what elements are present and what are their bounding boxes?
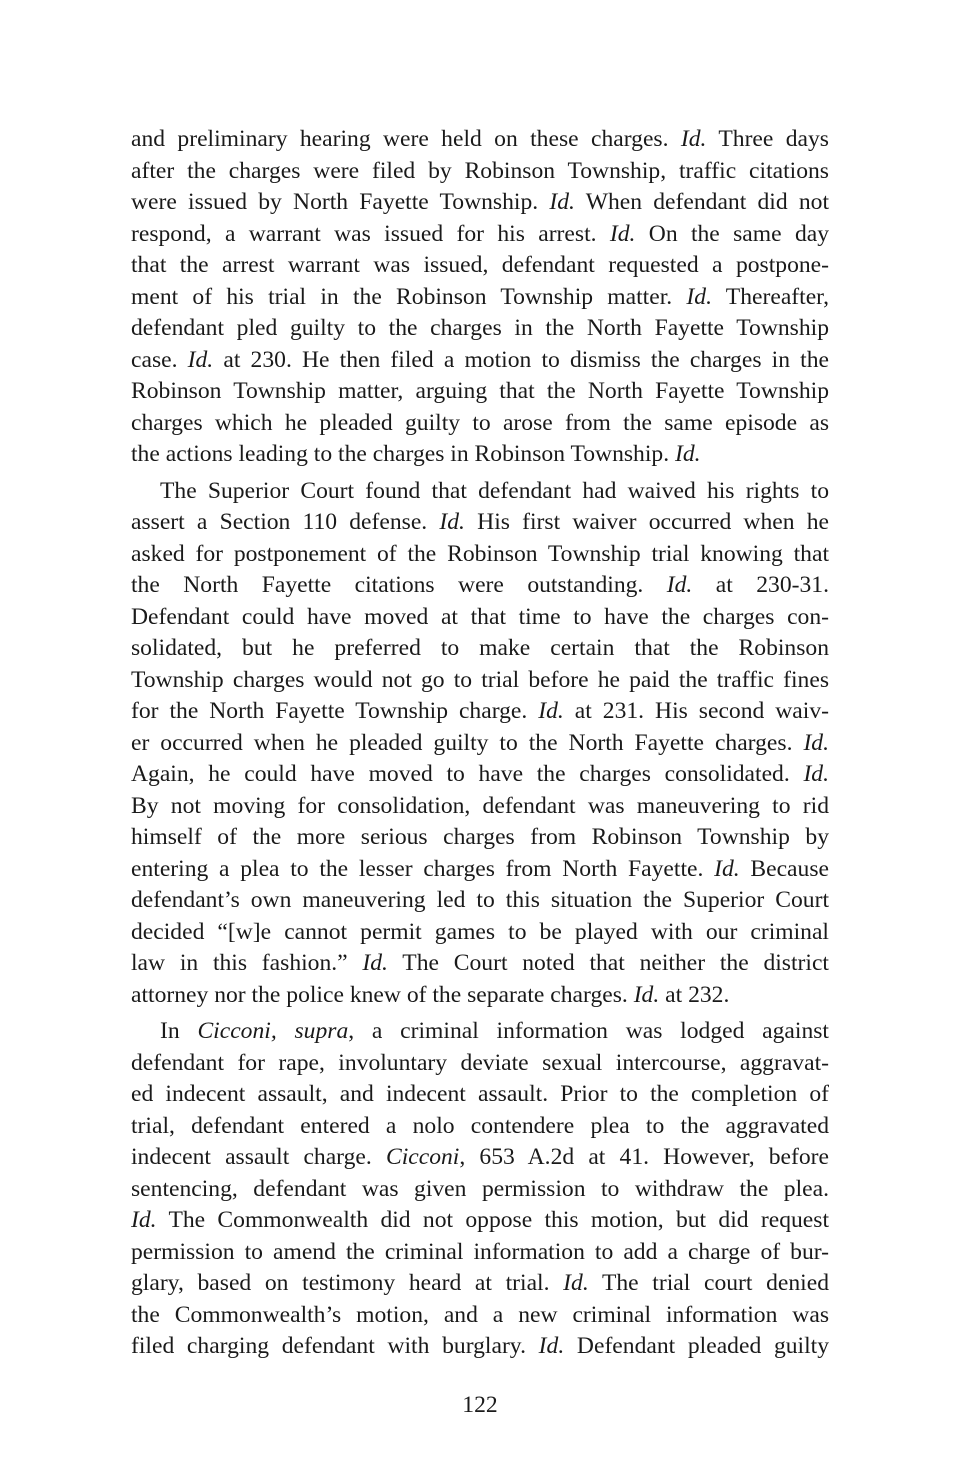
text-line: entering a plea to the lesser charges from North Fayette. Id. Because — [131, 855, 829, 882]
page-body — [131, 124, 829, 1368]
text-line: assert a Section 110 defense. Id. His first waiver occurred when he — [131, 509, 829, 535]
text-line: permission to amend the criminal information to add a charge of bur- — [131, 1238, 829, 1265]
text-line: Again, he could have moved to have the charges consolidated. Id. — [131, 761, 829, 787]
text-line: defendant for rape, involuntary deviate sexual intercourse, aggravat- — [131, 1049, 829, 1076]
text-line: the Commonwealth’s motion, and a new criminal information was — [131, 1301, 829, 1328]
text-line: The Superior Court found that defendant had waived his rights to — [160, 477, 829, 504]
text-line: law in this fashion.” Id. The Court noted that neither the district — [131, 950, 829, 976]
text-line: ment of his trial in the Robinson Township matter. Id. Thereafter, — [131, 283, 829, 310]
text-line: decided “[w]e cannot permit games to be played with our criminal — [131, 918, 829, 945]
text-line: attorney nor the police knew of the separate charges. Id. at 232. — [131, 981, 730, 1008]
text-line: the actions leading to the charges in Robinson Township. Id. — [131, 441, 701, 467]
paragraph — [131, 124, 829, 471]
text-line: Robinson Township matter, arguing that the North Fayette Township — [131, 378, 829, 404]
text-line: Defendant could have moved at that time to have the charges con- — [131, 603, 829, 630]
text-line: solidated, but he preferred to make certain that the Robinson — [131, 635, 829, 661]
text-line: that the arrest warrant was issued, defendant requested a postpone- — [131, 252, 829, 278]
text-line: indecent assault charge. Cicconi, 653 A.2d at 41. However, before — [131, 1144, 829, 1170]
text-line: and preliminary hearing were held on these charges. Id. Three days — [131, 126, 829, 152]
text-line: By not moving for consolidation, defendant was maneuvering to rid — [131, 792, 829, 819]
text-line: defendant’s own maneuvering led to this situation the Superior Court — [131, 887, 829, 913]
paragraph — [131, 476, 829, 1012]
text-line: glary, based on testimony heard at trial. Id. The trial court denied — [131, 1270, 829, 1296]
text-line: asked for postponement of the Robinson Township trial knowing that — [131, 540, 829, 567]
text-line: for the North Fayette Township charge. Id. at 231. His second waiv- — [131, 698, 829, 724]
text-line: sentencing, defendant was given permission to withdraw the plea. — [131, 1175, 829, 1202]
text-line: after the charges were filed by Robinson Township, traffic citations — [131, 157, 829, 184]
text-line: himself of the more serious charges from Robinson Township by — [131, 824, 829, 850]
text-line: case. Id. at 230. He then filed a motion to dismiss the charges in the — [131, 346, 829, 373]
text-line: filed charging defendant with burglary. Id. Defendant pleaded guilty — [131, 1333, 829, 1359]
text-line: Id. The Commonwealth did not oppose this motion, but did request — [131, 1207, 829, 1233]
text-line: er occurred when he pleaded guilty to the North Fayette charges. Id. — [131, 729, 829, 756]
text-line: ed indecent assault, and indecent assault. Prior to the completion of — [131, 1081, 829, 1107]
text-line: charges which he pleaded guilty to arose from the same episode as — [131, 409, 829, 436]
paragraph — [131, 1016, 829, 1363]
text-line: the North Fayette citations were outstanding. Id. at 230-31. — [131, 572, 829, 598]
text-line: respond, a warrant was issued for his arrest. Id. On the same day — [131, 220, 829, 247]
text-line: In Cicconi, supra, a criminal information was lodged against — [160, 1018, 829, 1044]
text-line: defendant pled guilty to the charges in the North Fayette Township — [131, 315, 829, 341]
text-line: were issued by North Fayette Township. Id. When defendant did not — [131, 189, 829, 215]
text-line: Township charges would not go to trial before he paid the traffic fines — [131, 666, 829, 693]
text-line: trial, defendant entered a nolo contendere plea to the aggravated — [131, 1112, 829, 1139]
page-number: 122 — [462, 1392, 498, 1418]
